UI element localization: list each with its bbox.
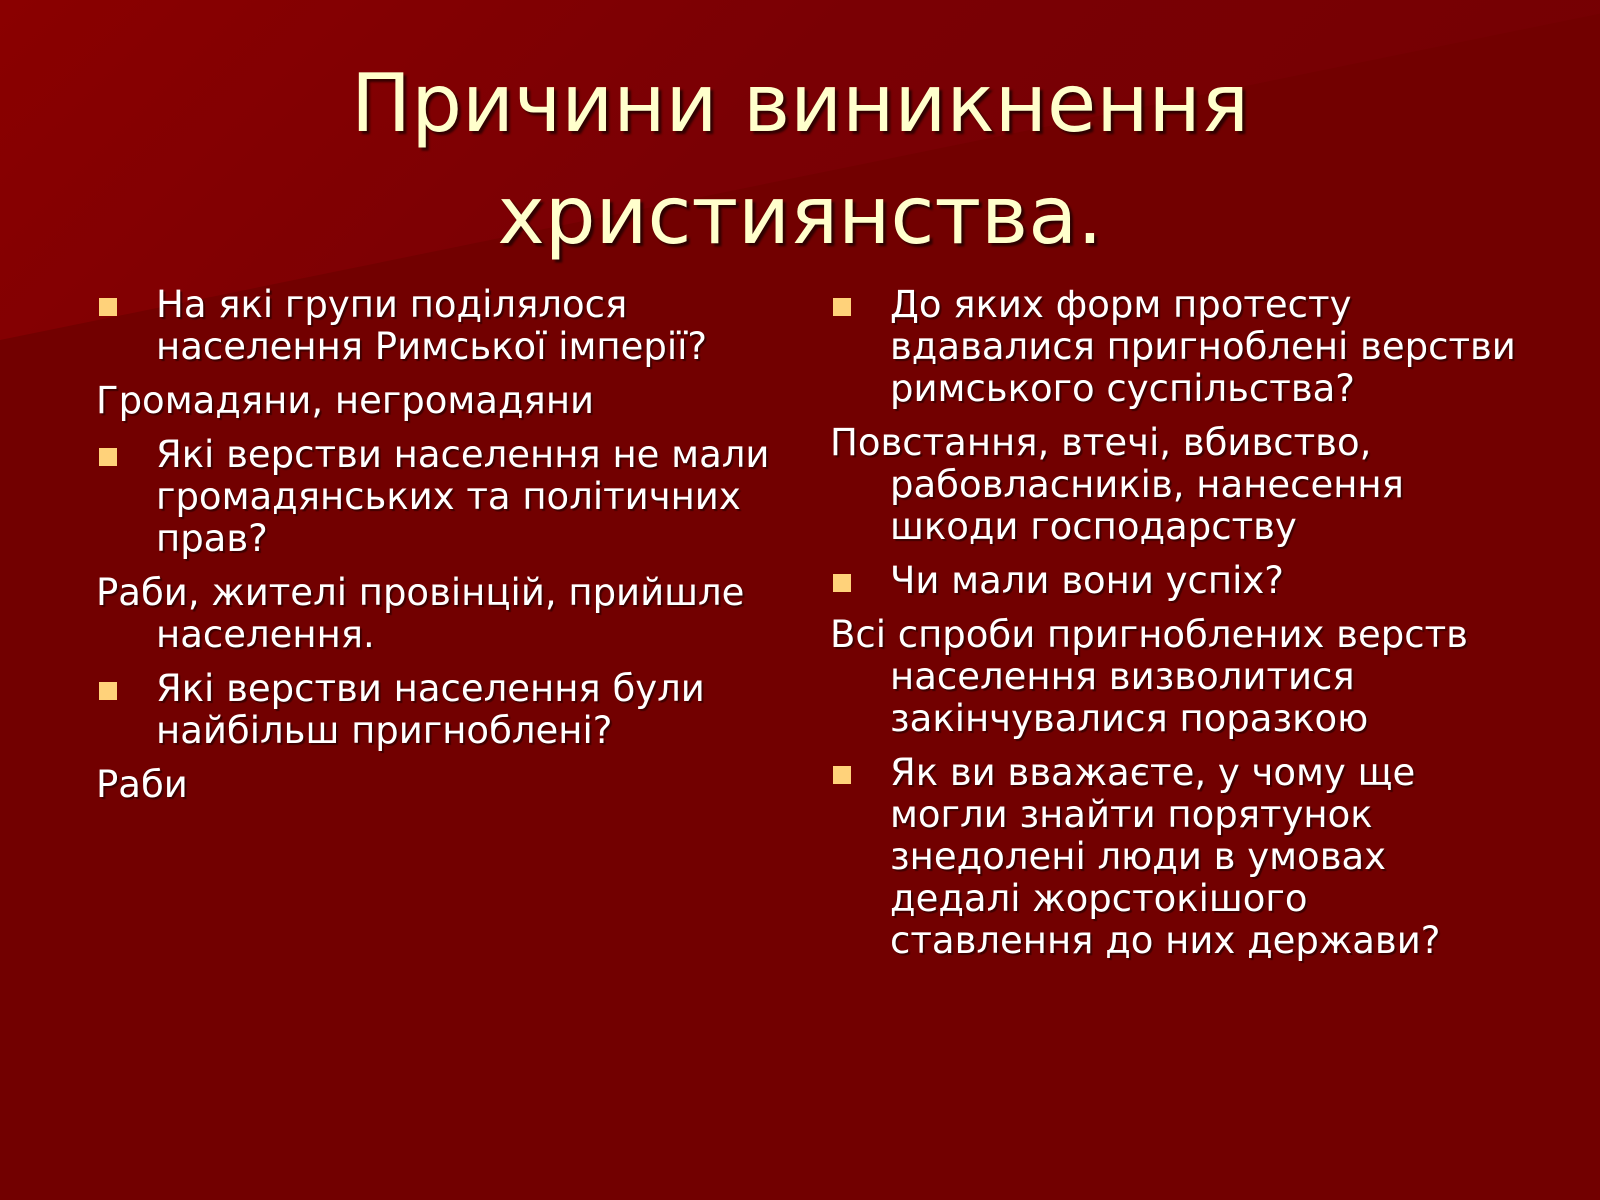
answer-text: Громадяни, негромадяни [96,379,595,422]
question-item [96,434,776,560]
question-text: Чи мали вони успіх? [890,559,1284,602]
left-column [96,284,776,818]
answer-text: Всі спроби пригноблених верств населення визволитися закінчувалися поразкою [830,613,1468,740]
square-bullet-icon [99,298,117,316]
slide-title [0,48,1600,272]
square-bullet-icon [99,682,117,700]
square-bullet-icon [833,766,851,784]
title-line-1: Причини виникнення [351,57,1249,150]
question-text: На які групи поділялося населення Римської імперії? [156,283,708,368]
question-item [96,668,776,752]
question-text: Які верстви населення були найбільш пригноблені? [156,667,705,752]
answer-text: Раби [96,763,188,806]
question-item [96,284,776,368]
question-text: Які верстви населення не мали громадянських та політичних прав? [156,433,770,560]
question-item [830,752,1520,962]
question-item [830,560,1520,602]
answer-text: Повстання, втечі, вбивство, рабовласників, нанесення шкоди господарству [830,421,1404,548]
question-item [830,284,1520,410]
question-text: Як ви вважаєте, у чому ще могли знайти порятунок знедолені люди в умовах дедалі жорстокішого ставлення до них держави? [890,751,1441,962]
square-bullet-icon [99,448,117,466]
right-column [830,284,1520,974]
question-text: До яких форм протесту вдавалися пригноблені верстви римського суспільства? [890,283,1516,410]
answer-text: Раби, жителі провінцій, прийшле населення. [96,571,745,656]
square-bullet-icon [833,574,851,592]
square-bullet-icon [833,298,851,316]
title-line-2: християнства. [497,169,1103,262]
